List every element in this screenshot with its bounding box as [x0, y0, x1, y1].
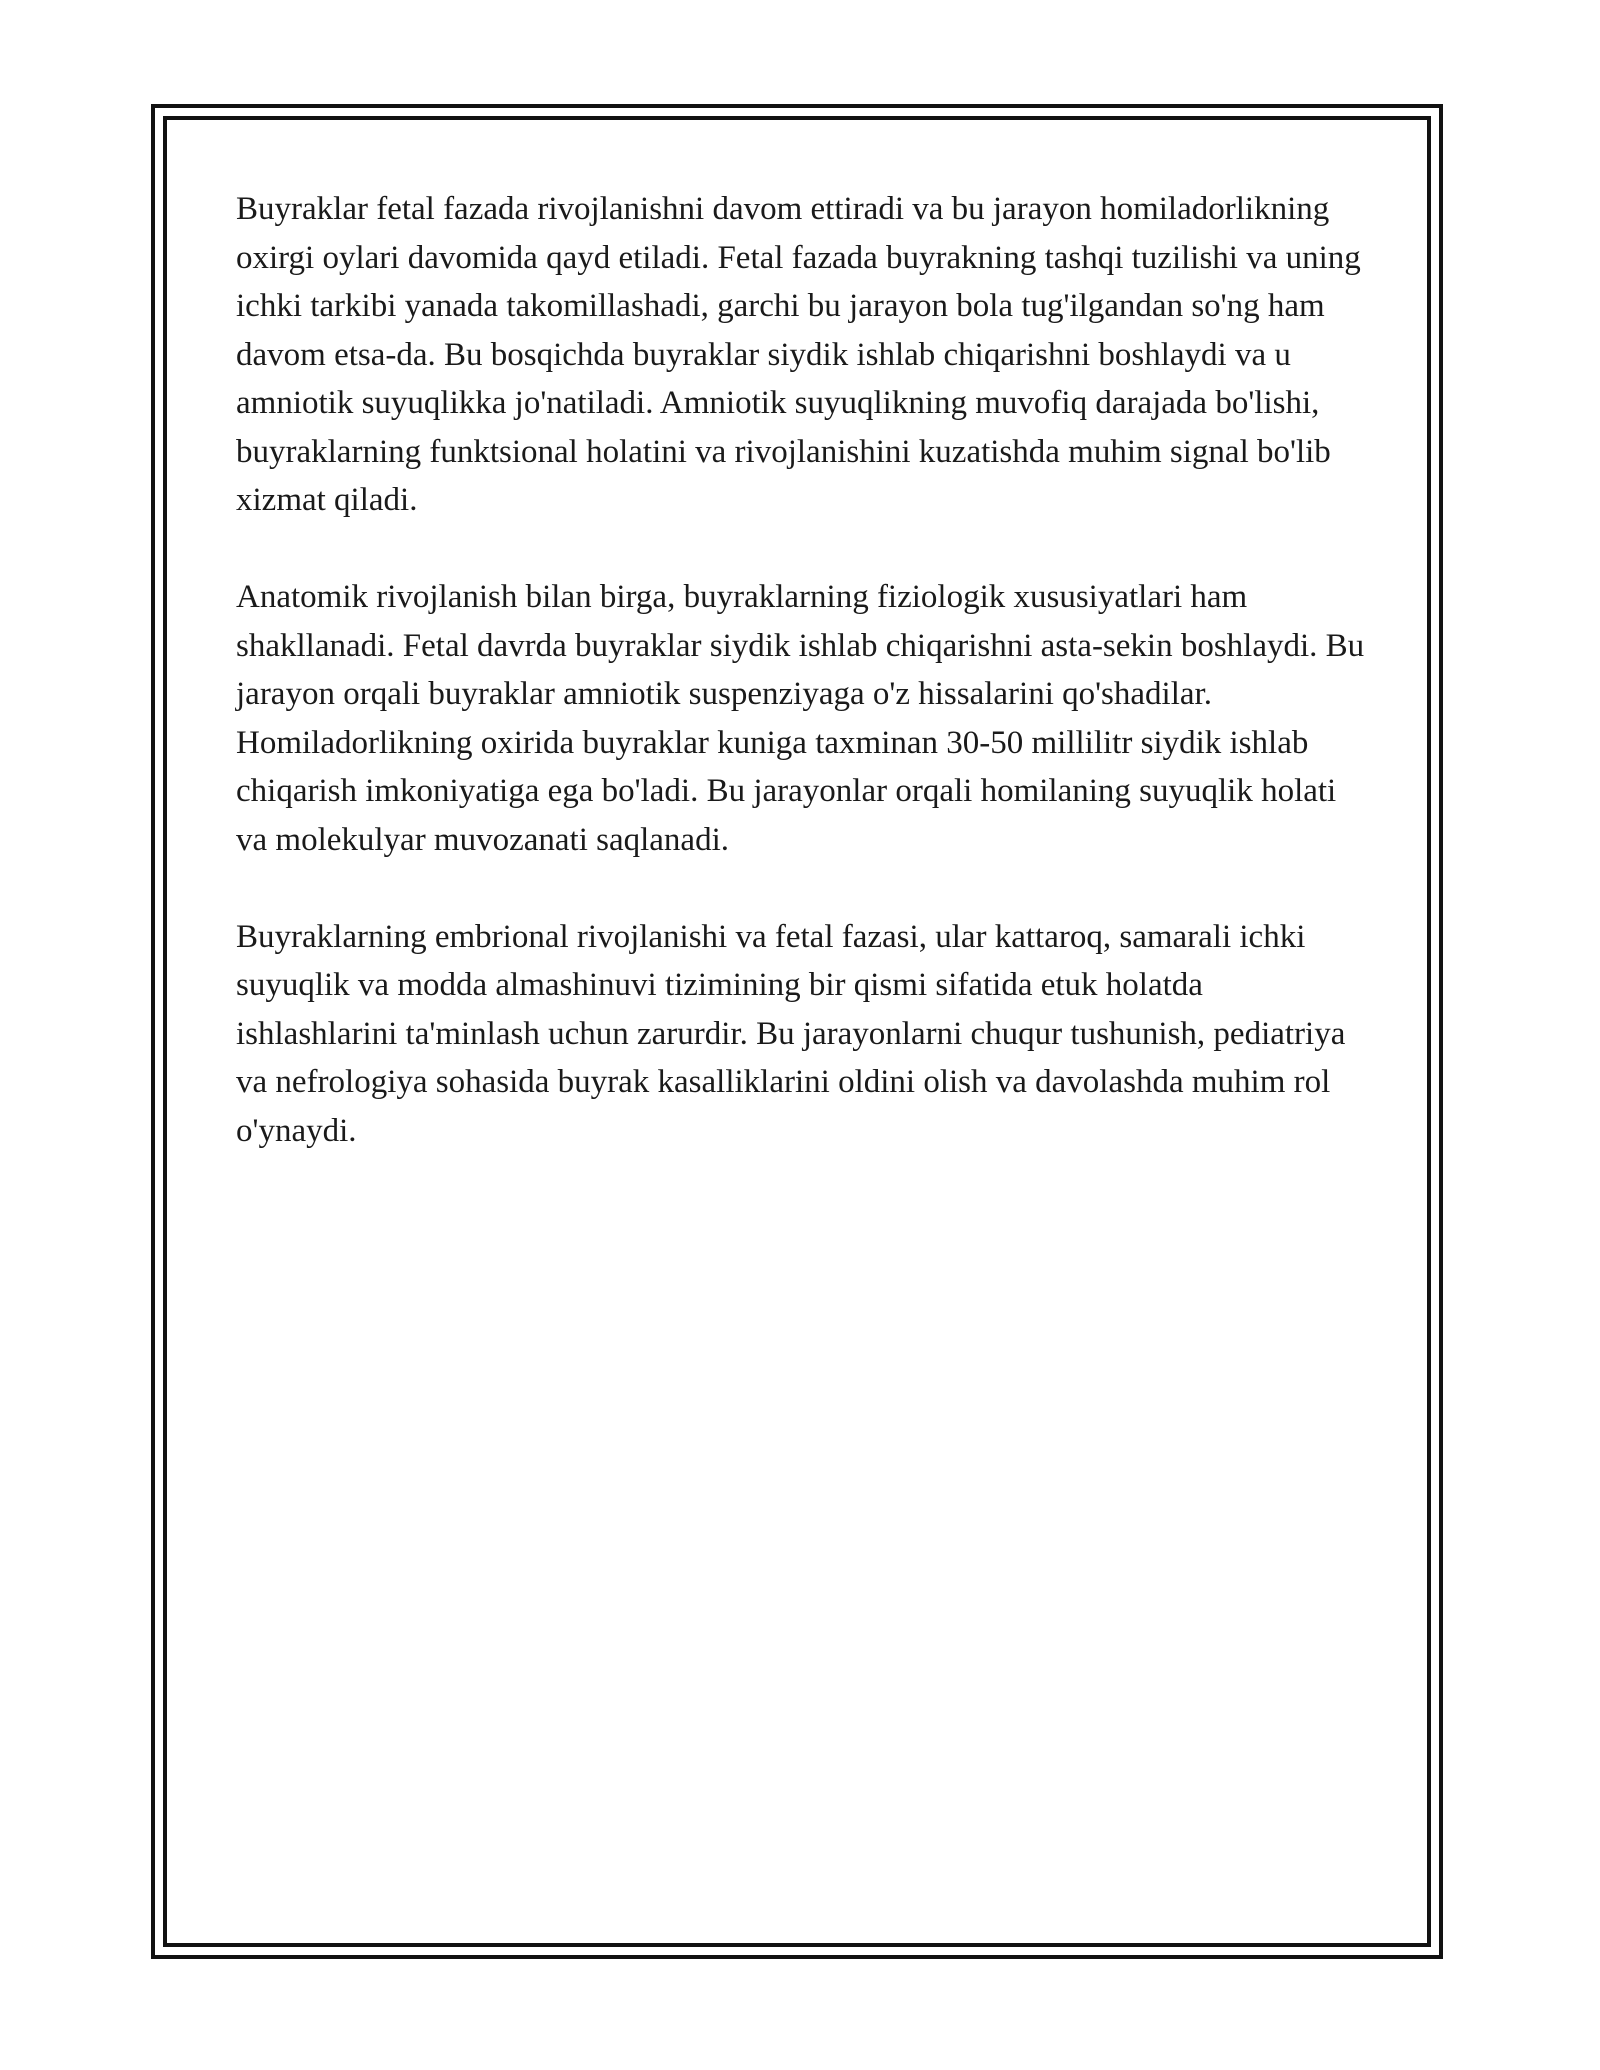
document-body — [236, 185, 1371, 1204]
paragraph-2: Anatomik rivojlanish bilan birga, buyraklarning fiziologik xususiyatlari ham shakllanadi. Fetal davrda buyraklar siydik ishlab chiqarishni asta-sekin boshlaydi. Bu jarayon orqali buyraklar amniotik suspenziyaga o'z hissalarini qo'shadilar. Homiladorlikning oxirida buyraklar kuniga taxminan 30-50 millilitr siydik ishlab chiqarish imkoniyatiga ega bo'ladi. Bu jarayonlar orqali homilaning suyuqlik holati va molekulyar muvozanati saqlanadi. — [236, 579, 1365, 858]
paragraph-3: Buyraklarning embrional rivojlanishi va fetal fazasi, ular kattaroq, samarali ichki suyuqlik va modda almashinuvi tizimining bir qismi sifatida etuk holatda ishlashlarini ta'minlash uchun zarurdir. Bu jarayonlarni chuqur tushunish, pediatriya va nefrologiya sohasida buyrak kasalliklarini oldini olish va davolashda muhim rol o'ynaydi. — [236, 918, 1346, 1149]
paragraph-1: Buyraklar fetal fazada rivojlanishni davom ettiradi va bu jarayon homiladorlikning oxirgi oylari davomida qayd etiladi. Fetal fazada buyrakning tashqi tuzilishi va uning ichki tarkibi yanada takomillashadi, garchi bu jarayon bola tug'ilgandan so'ng ham davom etsa-da. Bu bosqichda buyraklar siydik ishlab chiqarishni boshlaydi va u amniotik suyuqlikka jo'natiladi. Amniotik suyuqlikning muvofiq darajada bo'lishi, buyraklarning funktsional holatini va rivojlanishini kuzatishda muhim signal bo'lib xizmat qiladi. — [236, 191, 1361, 518]
